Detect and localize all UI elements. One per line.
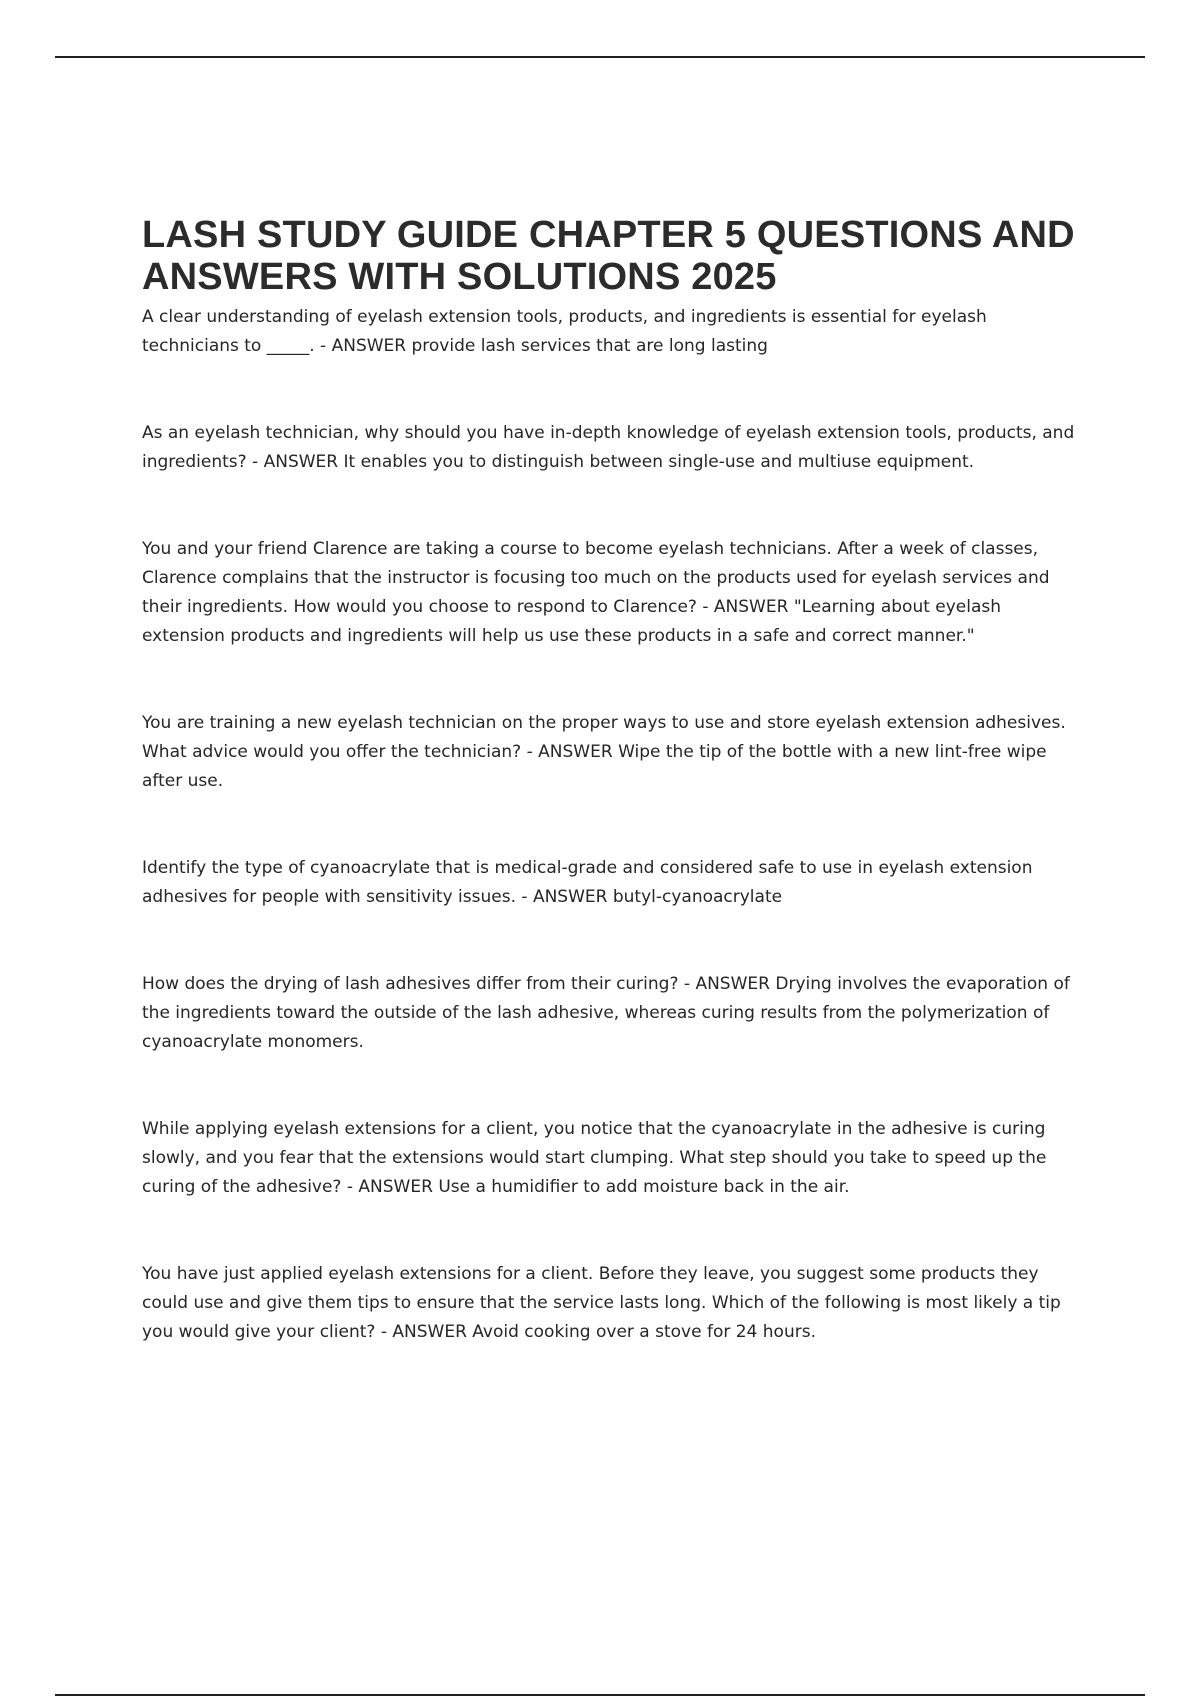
qa-separator: - [341,1177,359,1197]
answer-label: ANSWER [358,1177,433,1197]
answer-label: ANSWER [331,336,407,356]
qa-separator: - [375,1322,393,1342]
qa-question: While applying eyelash extensions for a client, you notice that the cyanoacrylate in the adhesive is curing slowly, and you fear that the extensions would start clumping. What step should you take to speed up the curing of the adhesive? [142,1119,1047,1197]
qa-item [142,1115,1082,1202]
answer-label: ANSWER [695,974,770,994]
qa-separator: - [314,336,332,356]
qa-item [142,535,1082,651]
qa-question: A clear understanding of eyelash extension tools, products, and ingredients is essential for eyelash technicians to _____. [142,307,987,356]
qa-separator: - [515,887,533,907]
qa-answer: It enables you to distinguish between single-use and multiuse equipment. [343,452,975,472]
document-body [142,214,1082,1347]
qa-question: You have just applied eyelash extensions for a client. Before they leave, you suggest some products they could use and give them tips to ensure that the service lasts long. Which of the following is most likely a tip you would give your client? [142,1264,1061,1342]
qa-question: How does the drying of lash adhesives differ from their curing? [142,974,679,994]
answer-label: ANSWER [713,597,789,617]
qa-separator: - [521,742,539,762]
qa-item [142,303,1082,361]
answer-label: ANSWER [263,452,339,472]
qa-item [142,854,1082,912]
qa-separator: - [246,452,264,472]
qa-question: You and your friend Clarence are taking a course to become eyelash technicians. After a week of classes, Clarence complains that the instructor is focusing too much on the products used for eyelash services and their ingredients. How would you choose to respond to Clarence? [142,539,1050,617]
qa-item [142,970,1082,1057]
qa-separator: - [696,597,714,617]
answer-label: ANSWER [532,887,608,907]
qa-question: You are training a new eyelash technician on the proper ways to use and store eyelash extension adhesives. What advice would you offer the technician? [142,713,1066,762]
qa-question: Identify the type of cyanoacrylate that is medical-grade and considered safe to use in eyelash extension adhesives for people with sensitivity issues. [142,858,1033,907]
qa-list [142,303,1082,1347]
header-rule [55,56,1145,58]
qa-item [142,419,1082,477]
qa-answer: provide lash services that are long lasting [411,336,768,356]
qa-question: As an eyelash technician, why should you have in-depth knowledge of eyelash extension tools, products, and ingredients? [142,423,1075,472]
qa-answer: Drying involves the evaporation of the ingredients toward the outside of the lash adhesive, whereas curing results from the polymerization of cyanoacrylate monomers. [142,974,1070,1052]
document-title: LASH STUDY GUIDE CHAPTER 5 QUESTIONS AND ANSWERS WITH SOLUTIONS 2025 [142,214,1075,298]
qa-answer: Avoid cooking over a stove for 24 hours. [472,1322,816,1342]
qa-answer: Wipe the tip of the bottle with a new lint-free wipe after use. [142,742,1047,791]
qa-item [142,1260,1082,1347]
answer-label: ANSWER [392,1322,467,1342]
qa-item [142,709,1082,796]
qa-separator: - [678,974,696,994]
qa-answer: "Learning about eyelash extension products and ingredients will help us use these products in a safe and correct manner." [142,597,1002,646]
footer-rule [55,1694,1145,1696]
qa-answer: butyl-cyanoacrylate [612,887,783,907]
qa-answer: Use a humidifier to add moisture back in the air. [438,1177,850,1197]
answer-label: ANSWER [538,742,613,762]
